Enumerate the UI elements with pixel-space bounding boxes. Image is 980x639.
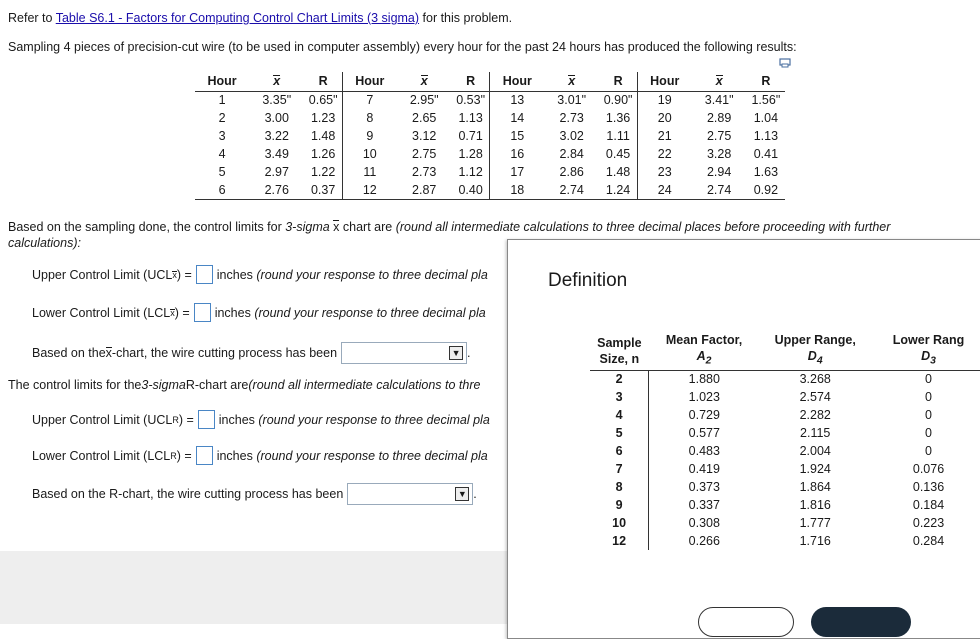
d4-cell: 1.777 [799, 516, 831, 530]
d3-cell: 0 [925, 390, 932, 404]
hour-cell: 21 [637, 127, 691, 145]
secondary-button[interactable] [698, 607, 794, 637]
hour-cell: 6 [195, 181, 249, 199]
n-cell: 3 [590, 388, 649, 406]
table-row [590, 460, 980, 478]
r-cell: 1.24 [599, 181, 637, 199]
r-cell: 1.22 [310, 165, 336, 179]
x-cell: 3.01" [557, 93, 587, 108]
ucl-r-input[interactable] [198, 410, 215, 429]
r-cell: 0.92 [747, 181, 785, 199]
lcl-r-row: Lower Control Limit (LCL R ) = inches (round your response to three decimal pla [32, 446, 488, 465]
hour-cell: 13 [490, 91, 544, 109]
r-cell: 1.56" [751, 93, 781, 108]
x-cell: 3.12 [412, 129, 437, 143]
xchart-status-row: Based on the x -chart, the wire cutting process has been ▼ . [32, 342, 471, 364]
r-cell: 1.63 [753, 165, 779, 179]
sample-data-table [195, 72, 785, 200]
a2-cell: 0.483 [688, 444, 720, 458]
table-row [590, 478, 980, 496]
hour-cell: 10 [342, 145, 396, 163]
r-cell: 1.13 [753, 129, 779, 143]
hour-cell: 22 [637, 145, 691, 163]
x-cell: 2.75 [412, 147, 437, 161]
header-x: x [544, 72, 599, 91]
xchart-instructions: Based on the sampling done, the control limits for 3-sigma x chart are (round all intermediate calculations to three decimal places before proceeding with further calculations): [8, 220, 891, 250]
table-row [590, 370, 980, 388]
hour-cell: 24 [637, 181, 691, 199]
r-cell: 1.48 [605, 165, 631, 179]
x-cell: 3.41" [704, 93, 734, 108]
table-s61-link[interactable]: Table S6.1 - Factors for Computing Control Chart Limits (3 sigma) [55, 11, 420, 25]
x-cell: 2.73 [559, 111, 584, 125]
intro-line [8, 11, 512, 25]
header-r: R [452, 72, 490, 91]
a2-cell: 0.337 [688, 498, 720, 512]
hour-cell: 11 [342, 163, 396, 181]
ucl-x-input[interactable] [196, 265, 213, 284]
r-cell: 1.48 [310, 129, 336, 143]
ucl-r-row: Upper Control Limit (UCL R ) = inches (round your response to three decimal pla [32, 410, 490, 429]
primary-button[interactable] [811, 607, 911, 637]
hour-cell: 17 [490, 163, 544, 181]
x-cell: 2.84 [559, 147, 584, 161]
x-cell: 2.94 [706, 165, 732, 179]
x-cell: 2.74 [692, 181, 747, 199]
hour-cell: 1 [218, 93, 226, 108]
hour-cell: 20 [637, 109, 691, 127]
d3-cell: 0 [925, 444, 932, 458]
d4-cell: 2.282 [799, 408, 831, 422]
table-row [590, 514, 980, 532]
dropdown-arrow-icon: ▼ [455, 487, 469, 501]
table-row [590, 442, 980, 460]
d4-cell: 2.004 [799, 444, 831, 458]
a2-cell: 0.373 [688, 480, 720, 494]
hour-cell: 2 [218, 111, 226, 125]
a2-cell: 0.577 [688, 426, 720, 440]
x-cell: 2.74 [544, 181, 599, 199]
header-lower-range: Lower Rang $D_3$ [871, 332, 980, 370]
n-cell: 4 [590, 406, 649, 424]
table-row [195, 181, 785, 199]
d3-cell: 0.136 [912, 480, 945, 494]
x-cell: 3.49 [264, 147, 289, 161]
rchart-instructions: The control limits for the 3-sigma R-chart are (round all intermediate calculations to thre [8, 378, 481, 392]
d4-cell: 3.268 [799, 372, 831, 387]
hour-cell: 23 [637, 163, 691, 181]
table-row [195, 109, 785, 127]
x-cell: 2.95" [409, 93, 439, 108]
r-cell: 0.45 [605, 147, 631, 161]
rchart-status-row: Based on the R-chart, the wire cutting process has been ▼ . [32, 483, 477, 505]
rchart-status-dropdown[interactable] [347, 483, 473, 505]
r-cell: 0.71 [458, 129, 483, 143]
n-cell: 12 [590, 532, 649, 550]
header-x: x [249, 72, 304, 91]
table-row [590, 496, 980, 514]
table-row [590, 424, 980, 442]
r-cell: 1.13 [458, 111, 483, 125]
x-cell: 3.28 [706, 147, 732, 161]
r-cell: 0.53" [456, 93, 486, 108]
hour-cell: 8 [342, 109, 396, 127]
d3-cell: 0 [925, 426, 932, 440]
header-upper-range: Upper Range, $D_4$ [759, 332, 871, 370]
d4-cell: 1.864 [799, 480, 831, 494]
table-row [195, 127, 785, 145]
lcl-x-row: Lower Control Limit (LCL x ) = inches (round your response to three decimal pla [32, 303, 486, 322]
header-sample-size: Sample Size, n [590, 332, 649, 370]
table-row [590, 388, 980, 406]
x-cell: 3.02 [559, 129, 584, 143]
n-cell: 2 [590, 370, 649, 388]
a2-cell: 0.308 [688, 516, 720, 530]
r-cell: 1.04 [753, 111, 779, 125]
intro-suffix: for this problem. [419, 11, 513, 25]
header-mean-factor: Mean Factor, $A_2$ [649, 332, 760, 370]
header-r: R [747, 72, 785, 91]
ucl-x-row: Upper Control Limit (UCL x ) = inches (round your response to three decimal pla [32, 265, 488, 284]
x-cell: 2.75 [706, 129, 732, 143]
hour-cell: 4 [218, 147, 226, 161]
x-cell: 3.00 [264, 111, 289, 125]
definition-popup [507, 239, 980, 639]
a2-cell: 0.729 [688, 408, 720, 422]
r-cell: 1.36 [605, 111, 631, 125]
print-icon[interactable] [779, 58, 791, 68]
n-cell: 10 [590, 514, 649, 532]
table-row [590, 532, 980, 550]
r-cell: 1.11 [606, 129, 630, 143]
hour-cell: 19 [637, 91, 691, 109]
table-row [195, 91, 785, 109]
header-hour: Hour [490, 72, 544, 91]
d4-cell: 1.816 [799, 498, 831, 512]
table-row [195, 163, 785, 181]
header-hour: Hour [342, 72, 396, 91]
x-cell: 2.87 [397, 181, 452, 199]
xchart-status-dropdown[interactable] [341, 342, 467, 364]
x-cell: 2.89 [706, 111, 732, 125]
r-cell: 0.41 [753, 147, 779, 161]
r-cell: 1.26 [310, 147, 336, 161]
d3-cell: 0.223 [912, 516, 945, 530]
n-cell: 8 [590, 478, 649, 496]
header-r: R [599, 72, 637, 91]
definition-title: Definition [548, 270, 628, 291]
dropdown-arrow-icon: ▼ [449, 346, 463, 360]
d4-cell: 1.716 [799, 534, 831, 548]
header-r: R [304, 72, 342, 91]
x-cell: 2.76 [249, 181, 304, 199]
x-cell: 3.22 [264, 129, 289, 143]
r-cell: 0.37 [304, 181, 342, 199]
header-hour: Hour [195, 72, 249, 91]
hour-cell: 12 [342, 181, 396, 199]
a2-cell: 1.880 [688, 372, 720, 387]
intro-prefix: Refer to [8, 11, 56, 25]
problem-statement: Sampling 4 pieces of precision-cut wire (to be used in computer assembly) every hour for the past 24 hours has produced the following results: [8, 40, 797, 54]
header-x: x [397, 72, 452, 91]
d3-cell: 0 [925, 372, 932, 387]
hour-cell: 18 [490, 181, 544, 199]
hour-cell: 15 [490, 127, 544, 145]
r-cell: 0.90" [603, 93, 633, 108]
lcl-x-input[interactable] [194, 303, 211, 322]
n-cell: 7 [590, 460, 649, 478]
r-cell: 1.12 [458, 165, 483, 179]
x-cell: 2.86 [559, 165, 584, 179]
lcl-r-input[interactable] [196, 446, 213, 465]
r-cell: 1.23 [310, 111, 336, 125]
hour-cell: 3 [218, 129, 226, 143]
d4-cell: 2.574 [799, 390, 831, 404]
x-cell: 2.73 [412, 165, 437, 179]
hour-cell: 16 [490, 145, 544, 163]
a2-cell: 1.023 [688, 390, 720, 404]
n-cell: 5 [590, 424, 649, 442]
r-cell: 1.28 [458, 147, 483, 161]
factors-table [590, 332, 980, 550]
r-cell: 0.40 [452, 181, 490, 199]
hour-cell: 5 [218, 165, 226, 179]
header-x: x [692, 72, 747, 91]
d3-cell: 0.184 [912, 498, 945, 512]
a2-cell: 0.266 [688, 534, 720, 548]
x-cell: 2.65 [412, 111, 437, 125]
table-row [195, 145, 785, 163]
d4-cell: 1.924 [799, 462, 831, 476]
n-cell: 6 [590, 442, 649, 460]
r-cell: 0.65" [308, 93, 338, 108]
d3-cell: 0 [925, 408, 932, 422]
hour-cell: 14 [490, 109, 544, 127]
header-hour: Hour [637, 72, 691, 91]
d3-cell: 0.284 [912, 534, 945, 548]
n-cell: 9 [590, 496, 649, 514]
x-cell: 2.97 [264, 165, 289, 179]
hour-cell: 7 [342, 91, 396, 109]
x-cell: 3.35" [262, 93, 292, 108]
table-row [590, 406, 980, 424]
d3-cell: 0.076 [912, 462, 945, 476]
hour-cell: 9 [342, 127, 396, 145]
d4-cell: 2.115 [800, 426, 831, 440]
a2-cell: 0.419 [688, 462, 720, 476]
